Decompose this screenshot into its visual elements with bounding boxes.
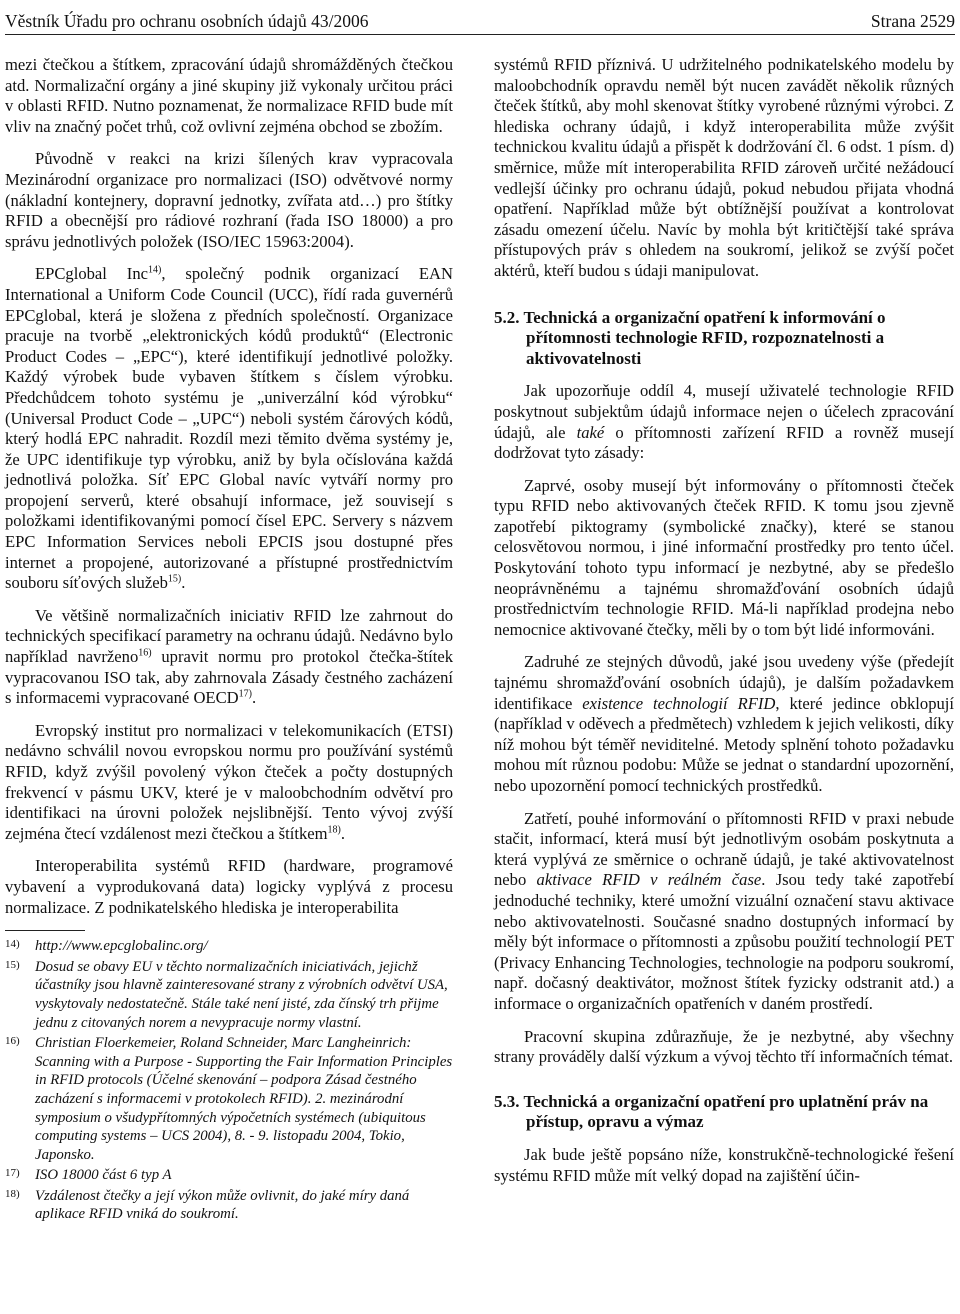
footnote-text: ISO 18000 část 6 typ A (35, 1167, 172, 1184)
text-run: Evropský institut pro normalizaci v telekomunikacích (ETSI) nedávno schválil novou evropskou normu pro používání systémů RFID, když zvýšil povolený výkon čteček a počty dostupných frekvencí v pásmu UKV, které je v maloobchodním odvětví pro identifikaci na úrovni položek nejslibnější. Tento vývoj zvýší zejména čtecí vzdálenost mezi čtečkou a štítkem (5, 720, 453, 843)
footnote-number: 18) (5, 1187, 20, 1200)
paragraph (494, 652, 954, 796)
paragraph: Původně v reakci na krizi šílených krav vypracovala Mezinárodní organizace pro normalizaci (ISO) odvětvové normy (nákladní kontejnery, dopravní jednotky, zvířata atd…) pro štítky RFID a obecnější pro rádiové rozhraní (řada ISO 18000) a pro správu jednotlivých položek (ISO/IEC 15963:2004). (5, 149, 453, 251)
footnote-text: Christian Floerkemeier, Roland Schneider, Marc Langheinrich: Scanning with a Purpose - Supporting the Fair Information Principles in RFID protocols (Účelné skenování – podpora Zásad čestného zacházení s informacemi v protokolech RFID). 2. mezinárodní symposium o všudypřítomných výpočetních systémech (ubiquitous computing systems – UCS 2004), 8. - 9. listopadu 2004, Tokio, Japonsko. (35, 1035, 453, 1163)
footnote-text: Vzdálenost čtečky a její výkon může ovlivnit, do jaké míry daná aplikace RFID vniká do soukromí. (35, 1187, 410, 1223)
text-run: . Jsou tedy také zapotřebí jednoduché techniky, které umožní vizuální označení stavu aktivace nebo aktivovatelnosti. Současné snadno dostupných informací by měly být informace o přítomnosti a způsobu použití technologií PET (Privacy Enhancing Technologies, technologie na podporu soukromí, např. dočasný deaktivátor, možnost štítek fyzicky odstranit atd.) a informace o organizačních opatřeních v daném prostředí. (494, 870, 954, 1013)
text-run: . (251, 688, 257, 708)
paragraph (5, 606, 453, 709)
page-header (5, 2, 955, 35)
footnote-ref[interactable]: 18) (327, 824, 341, 836)
paragraph (5, 721, 453, 845)
text-run: . (181, 573, 186, 593)
footnote-ref[interactable]: 14) (147, 264, 162, 276)
paragraph (494, 809, 954, 1015)
footnote (5, 1187, 453, 1224)
text-run-italic: aktivace RFID v reálném čase (536, 870, 762, 890)
footnote (5, 937, 453, 956)
text-run: , společný podnik organizací EAN International a Uniform Code Council (UCC), řídí rada guvernérů EPCglobal, která je složena z předních společností. Organizace pracuje na tvorbě „elektronických kódů produktů“ (Electronic Product Codes – „EPC“), které identifikují jednotlivé položky. Každý výrobek bude vybaven štítkem s číslem výrobku. Předchůdcem tohoto systému je „univerzální kód výrobku“ (Universal Product Code – „UPC“) neboli systém čárových kódů, který hodlá EPC nahradit. Rozdíl mezi těmito dvěma systémy je, že UPC identifikuje typ výrobku, aniž by byla očíslována každá jednotlivá položka. Síť EPC Global navíc vytváří normy pro propojení serverů, které obsahují informace, jež souvisejí s položkami identifikovanými pomocí čísel EPC. Servery s názvem EPC Information Services neboli EPCIS jsou dostupné přes internet a propojené, autorizované a přístupné prostřednictvím souboru síťových služeb (5, 264, 453, 593)
footnote (5, 1166, 453, 1185)
footnote-number: 16) (5, 1035, 20, 1048)
footnote-number: 14) (5, 938, 20, 951)
paragraph (5, 264, 453, 594)
journal-title: Věstník Úřadu pro ochranu osobních údajů 43/2006 (5, 11, 369, 31)
section-heading-5-2: 5.2. Technická a organizační opatření k informování o přítomnosti technologie RFID, rozpoznatelnosti a aktivovatelnosti (494, 307, 886, 368)
paragraph: Zaprvé, osoby musejí být informovány o přítomnosti čteček typu RFID nebo aktivovaných čteček RFID. K tomu jsou zjevně zapotřebí piktogramy (symbolické značky), které se stanou celosvětovou normou, i jiné informační prostředky pro tento účel. Poskytování tohoto typu informací je nezbytné, aby se předešlo neoprávněnému a tajnému shromažďování osobních údajů prostřednictvím technologie RFID. Má-li například prodejna nebo nemocnice aktivované čtečky, měli by o tom být lidé informováni. (494, 475, 954, 639)
footnote-link[interactable]: http://www.epcglobalinc.org/ (35, 938, 208, 955)
paragraph (494, 381, 954, 463)
paragraph: Interoperabilita systémů RFID (hardware, programové vybavení a vyprodukovaná data) logicky vyplývá z procesu normalizace. Z podnikatelského hlediska je interoperabilita (5, 856, 453, 917)
footnote-ref[interactable]: 17) (238, 688, 252, 700)
text-run: Ve většině normalizačních iniciativ RFID lze zahrnout do technických specifikací parametry na ochranu údajů. Nedávno bylo například navrženo (5, 605, 453, 667)
left-column (5, 55, 453, 1226)
paragraph: systémů RFID příznivá. U udržitelného podnikatelského modelu by maloobchodník opravdu neměl být nucen zavádět několik různých čteček štítků, aby mohl skenovat štítky vyrobené různými výrobci. Z hlediska ochrany údajů, i když interoperabilita může zvýšit technickou kvalitu údajů a přispět k dodržování čl. 6 odst. 1 písm. d) směrnice, může mít interoperabilita RFID zároveň určité nežádoucí vedlejší účinky pro ochranu údajů, pokud nebudou přijata vhodná opatření. Například může být obtížnější používat a kontrolovat zásadu omezení účelu. Navíc by mohla být kritičtější také správa přístupových práv s ohledem na soukromí, jelikož se zvýší počet aktérů, kteří budou s údaji manipulovat. (494, 55, 954, 280)
footnote-number: 17) (5, 1167, 20, 1180)
text-run-italic: existence technologií RFID (582, 693, 776, 713)
section-heading-5-3: 5.3. Technická a organizační opatření pro uplatnění práv na přístup, opravu a výmaz (494, 1091, 929, 1132)
footnote-text: Dosud se obavy EU v těchto normalizačních iniciativách, jejichž účastníky jsou hlavně zainteresované strany z výrobních odvětví USA, vyskytovaly nedostatečně. Stále také není jisté, zda čínský trh přijme jednu z citovaných norem a nevypracuje normy vlastní. (35, 958, 448, 1031)
text-run: Jak upozorňuje oddíl 4, musejí uživatelé technologie RFID poskytnout subjektům údajů informace nejen o účelech zpracování údajů, ale (494, 381, 954, 442)
text-run: upravit normu pro protokol čtečka-štítek vypracovanou ISO tak, aby zahrnovala Zásady čestného zacházení s informacemi vypracované OECD (5, 647, 453, 708)
footnote-separator (5, 930, 85, 931)
right-column (494, 55, 954, 1198)
paragraph: mezi čtečkou a štítkem, zpracování údajů shromážděných čtečkou atd. Normalizační orgány a jiné skupiny již vykonaly určitou práci v oblasti RFID. Nutno poznamenat, že normalizace RFID bude mít vliv na značný počet trhů, což ovlivní zejména obchod se zbožím. (5, 55, 453, 136)
footnote-ref[interactable]: 16) (138, 647, 152, 659)
page-number: Strana 2529 (870, 11, 955, 31)
text-run: Zadruhé ze stejných důvodů, jaké jsou uvedeny výše (předejít tajnému shromažďování osobních údajů), je dalším požadavkem identifikace (494, 652, 954, 713)
paragraph: Pracovní skupina zdůrazňuje, že je nezbytné, aby všechny strany prováděly další výzkum a vývoj těchto tří informačních témat. (494, 1026, 954, 1067)
footnote-number: 15) (5, 958, 20, 971)
footnote-ref[interactable]: 15) (167, 573, 182, 585)
footnote (5, 958, 453, 1032)
text-run: o přítomnosti zařízení RFID a rovněž musejí dodržovat tyto zásady: (494, 422, 954, 463)
text-run-italic: také (576, 422, 605, 442)
text-run: , které jedince obklopují (například v oděvech a předmětech) vzhledem k jejich velikosti, díky níž mohou být téměř neviditelné. Metody splnění tohoto požadavku mohou mít různou podobu: Může se jednat o standardní upozornění, nebo upozornění pomocí technických prostředků. (494, 693, 955, 795)
paragraph: Jak bude ještě popsáno níže, konstrukčně-technologické řešení systému RFID může mít velký dopad na zajištění účin- (494, 1144, 954, 1185)
footnote (5, 1034, 453, 1164)
text-run: . (340, 823, 346, 843)
text-run: Zatřetí, pouhé informování o přítomnosti RFID v praxi nebude stačit, informací, která musí být jednotlivým osobám poskytnuta a která vyplývá ze směrnice o ochraně údajů, je také aktivovatelnost nebo (494, 808, 954, 890)
text-run: EPCglobal Inc (35, 264, 148, 284)
